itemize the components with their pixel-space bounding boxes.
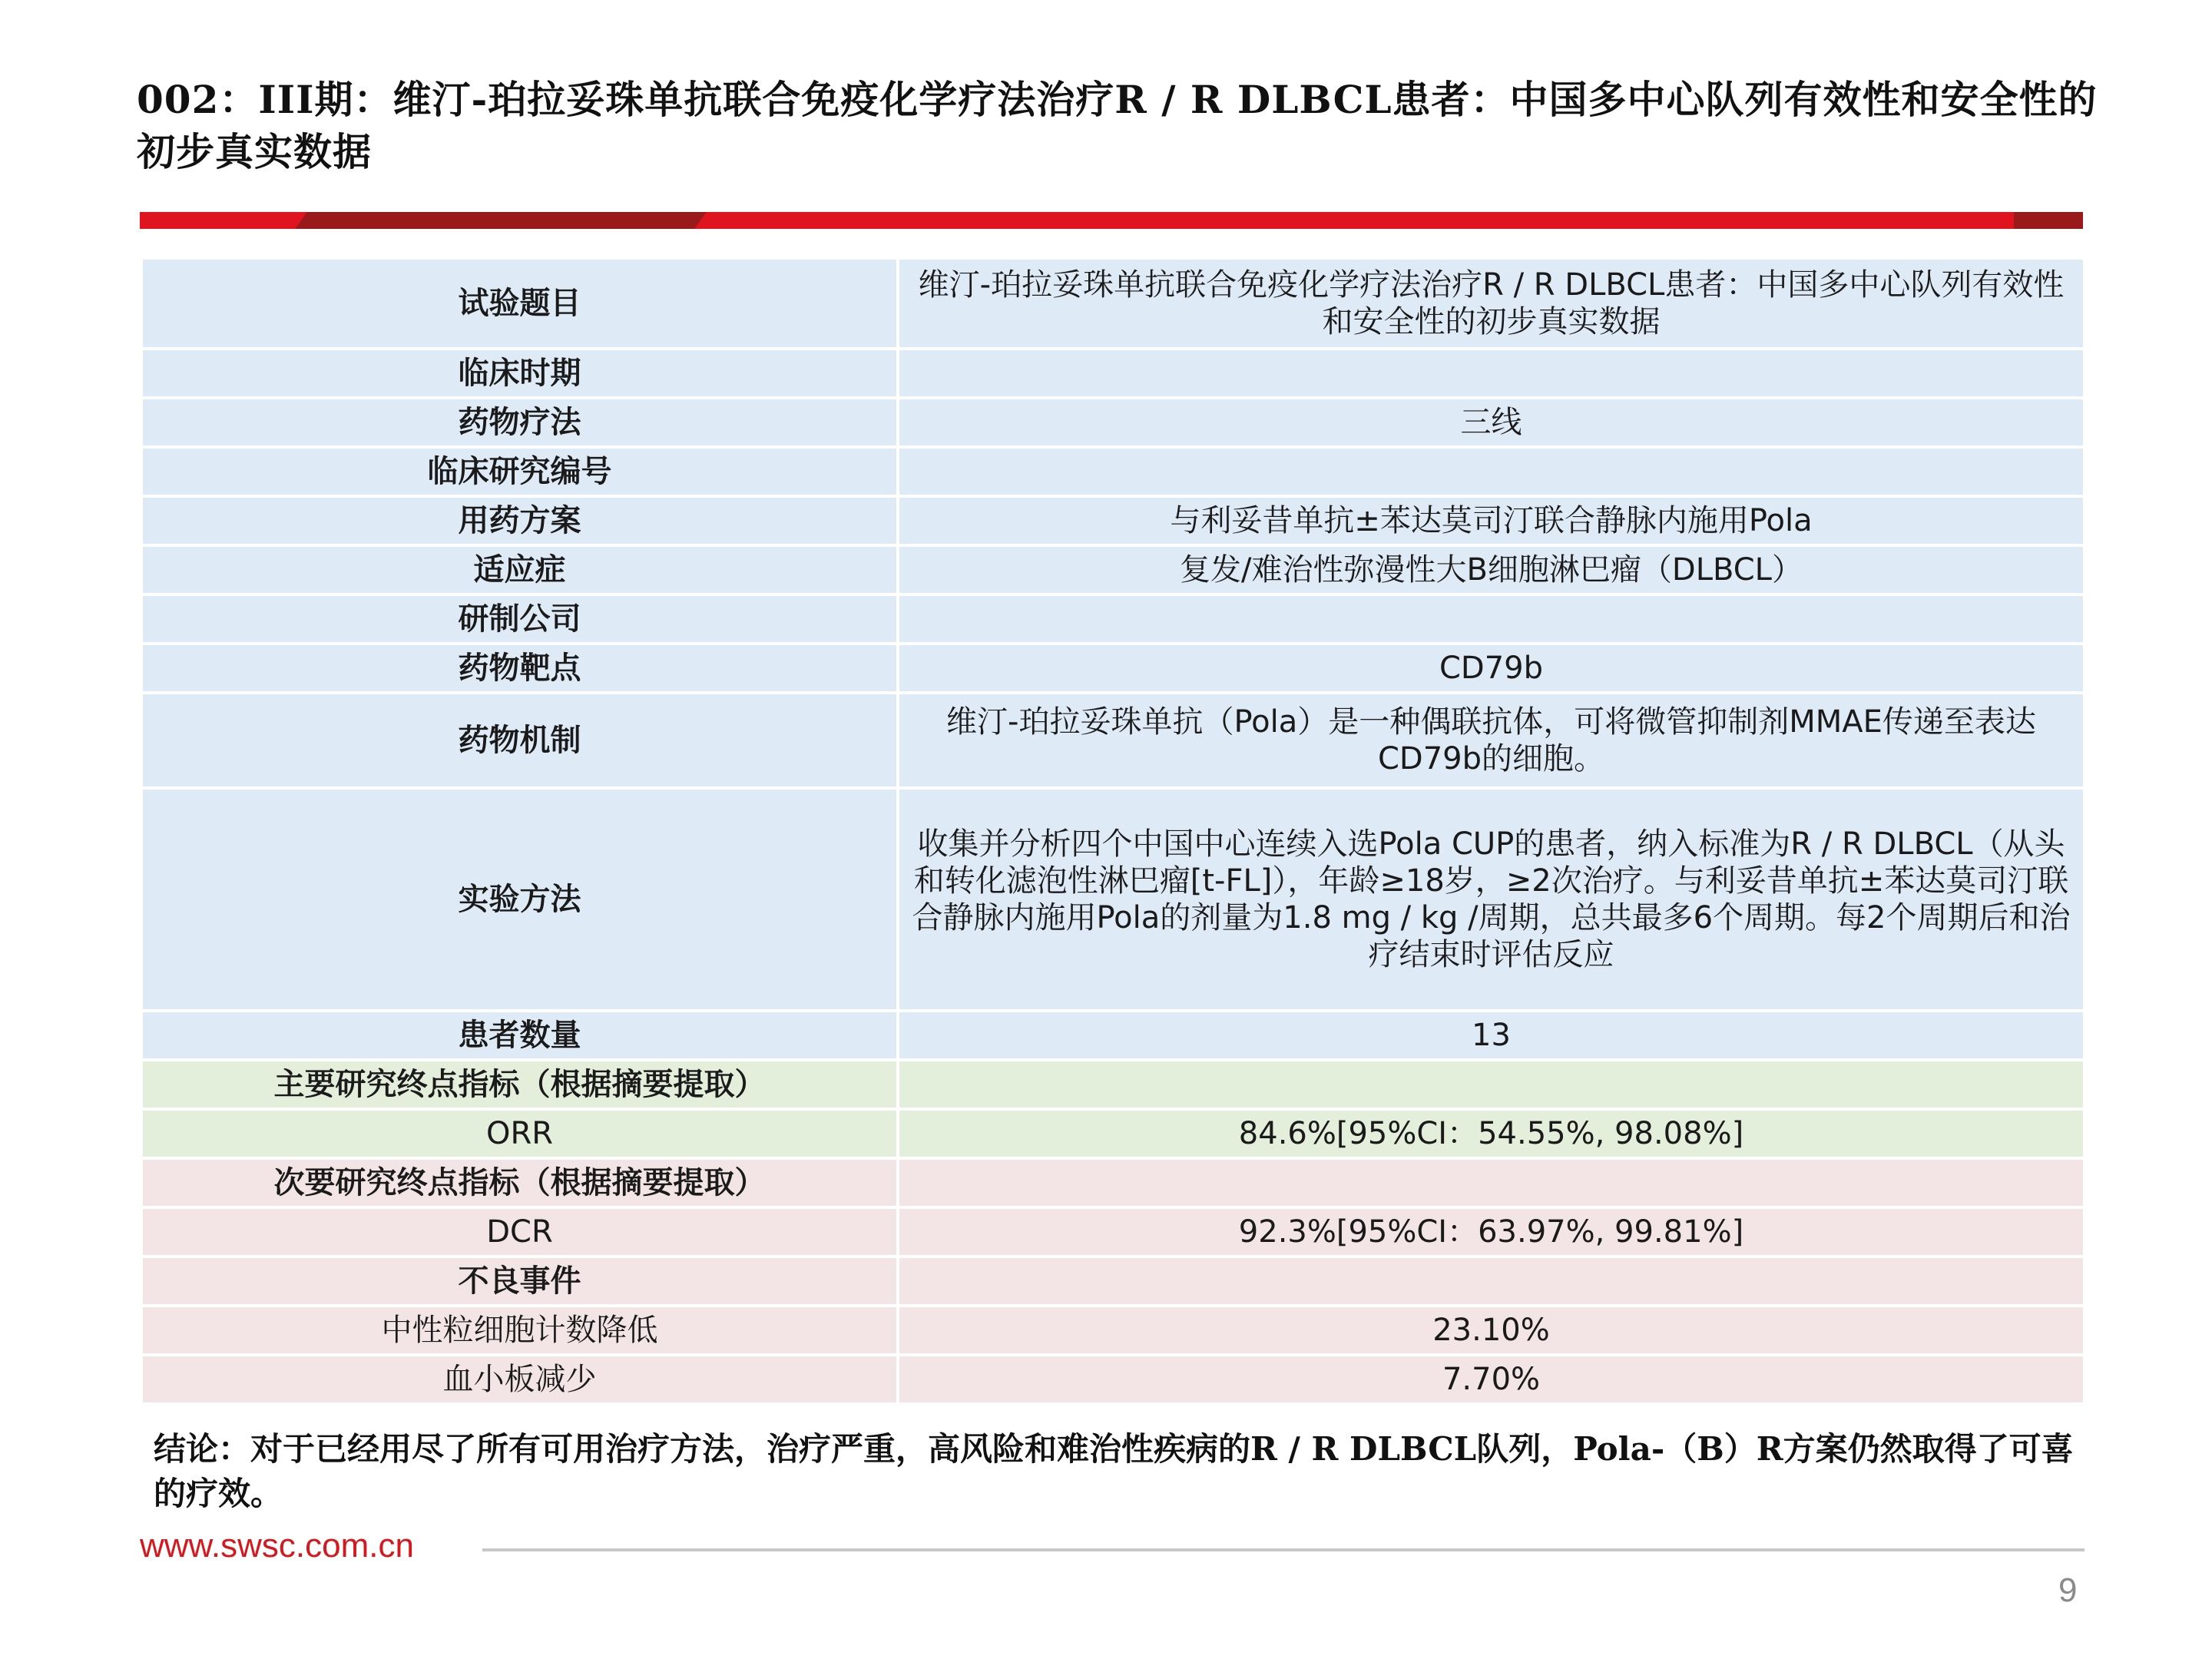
table-row [141, 1011, 2085, 1060]
row-label: 适应症 [141, 545, 898, 594]
table-row [141, 1207, 2085, 1257]
row-label: 次要研究终点指标（根据摘要提取） [141, 1158, 898, 1207]
row-label: 研制公司 [141, 594, 898, 644]
table-row [141, 1355, 2085, 1404]
page-number: 9 [2058, 1571, 2078, 1609]
row-label: 主要研究终点指标（根据摘要提取） [141, 1060, 898, 1109]
row-label: ORR [141, 1109, 898, 1158]
table-row [141, 545, 2085, 594]
row-label: 药物疗法 [141, 398, 898, 447]
row-value [898, 1257, 2085, 1306]
row-value [898, 1060, 2085, 1109]
website-link[interactable]: www.swsc.com.cn [140, 1527, 414, 1565]
table-row [141, 1306, 2085, 1355]
row-label: 临床时期 [141, 349, 898, 398]
row-label: 不良事件 [141, 1257, 898, 1306]
table-row [141, 349, 2085, 398]
row-value [898, 594, 2085, 644]
table-row [141, 1257, 2085, 1306]
row-value: 复发/难治性弥漫性大B细胞淋巴瘤（DLBCL） [898, 545, 2085, 594]
footer-divider [482, 1548, 2085, 1551]
table-row [141, 1158, 2085, 1207]
table-row [141, 398, 2085, 447]
trial-info-table [140, 257, 2086, 1406]
row-label: 药物靶点 [141, 644, 898, 693]
divider-accent-end [2014, 212, 2083, 229]
row-value: 维汀-珀拉妥珠单抗联合免疫化学疗法治疗R / R DLBCL患者：中国多中心队列有效性和安全性的初步真实数据 [898, 258, 2085, 349]
row-label: 用药方案 [141, 496, 898, 545]
row-value: 收集并分析四个中国中心连续入选Pola CUP的患者，纳入标准为R / R DLBCL（从头和转化滤泡性淋巴瘤[t-FL]），年龄≥18岁，≥2次治疗。与利妥昔单抗±苯达莫司汀联合静脉内施用Pola的剂量为1.8 mg / kg /周期，总共最多6个周期。每2个周期后和治疗结束时评估反应 [898, 788, 2085, 1011]
row-value: CD79b [898, 644, 2085, 693]
row-label: 患者数量 [141, 1011, 898, 1060]
title-divider-bar [140, 212, 2083, 229]
table-row [141, 496, 2085, 545]
row-label: 药物机制 [141, 693, 898, 788]
row-value: 84.6%[95%CI：54.55%, 98.08%] [898, 1109, 2085, 1158]
conclusion-text: 结论：对于已经用尽了所有可用治疗方法，治疗严重，高风险和难治性疾病的R / R DLBCL队列，Pola-（B）R方案仍然取得了可喜的疗效。 [154, 1430, 2074, 1512]
row-label: 临床研究编号 [141, 447, 898, 496]
table-row [141, 1109, 2085, 1158]
row-label: 中性粒细胞计数降低 [141, 1306, 898, 1355]
table-row [141, 693, 2085, 788]
row-value: 维汀-珀拉妥珠单抗（Pola）是一种偶联抗体，可将微管抑制剂MMAE传递至表达CD79b的细胞。 [898, 693, 2085, 788]
row-value: 7.70% [898, 1355, 2085, 1404]
table-row [141, 447, 2085, 496]
page-title: 002：III期：维汀-珀拉妥珠单抗联合免疫化学疗法治疗R / R DLBCL患者：中国多中心队列有效性和安全性的初步真实数据 [137, 77, 2098, 174]
row-label: 实验方法 [141, 788, 898, 1011]
row-value [898, 349, 2085, 398]
table-row [141, 594, 2085, 644]
row-value [898, 1158, 2085, 1207]
row-label: 试验题目 [141, 258, 898, 349]
divider-accent [295, 212, 706, 229]
row-value [898, 447, 2085, 496]
row-value: 与利妥昔单抗±苯达莫司汀联合静脉内施用Pola [898, 496, 2085, 545]
row-value: 三线 [898, 398, 2085, 447]
row-label: 血小板减少 [141, 1355, 898, 1404]
row-value: 13 [898, 1011, 2085, 1060]
row-value: 23.10% [898, 1306, 2085, 1355]
row-label: DCR [141, 1207, 898, 1257]
table-row [141, 1060, 2085, 1109]
row-value: 92.3%[95%CI：63.97%, 99.81%] [898, 1207, 2085, 1257]
table-row [141, 788, 2085, 1011]
table-row [141, 258, 2085, 349]
table-row [141, 644, 2085, 693]
